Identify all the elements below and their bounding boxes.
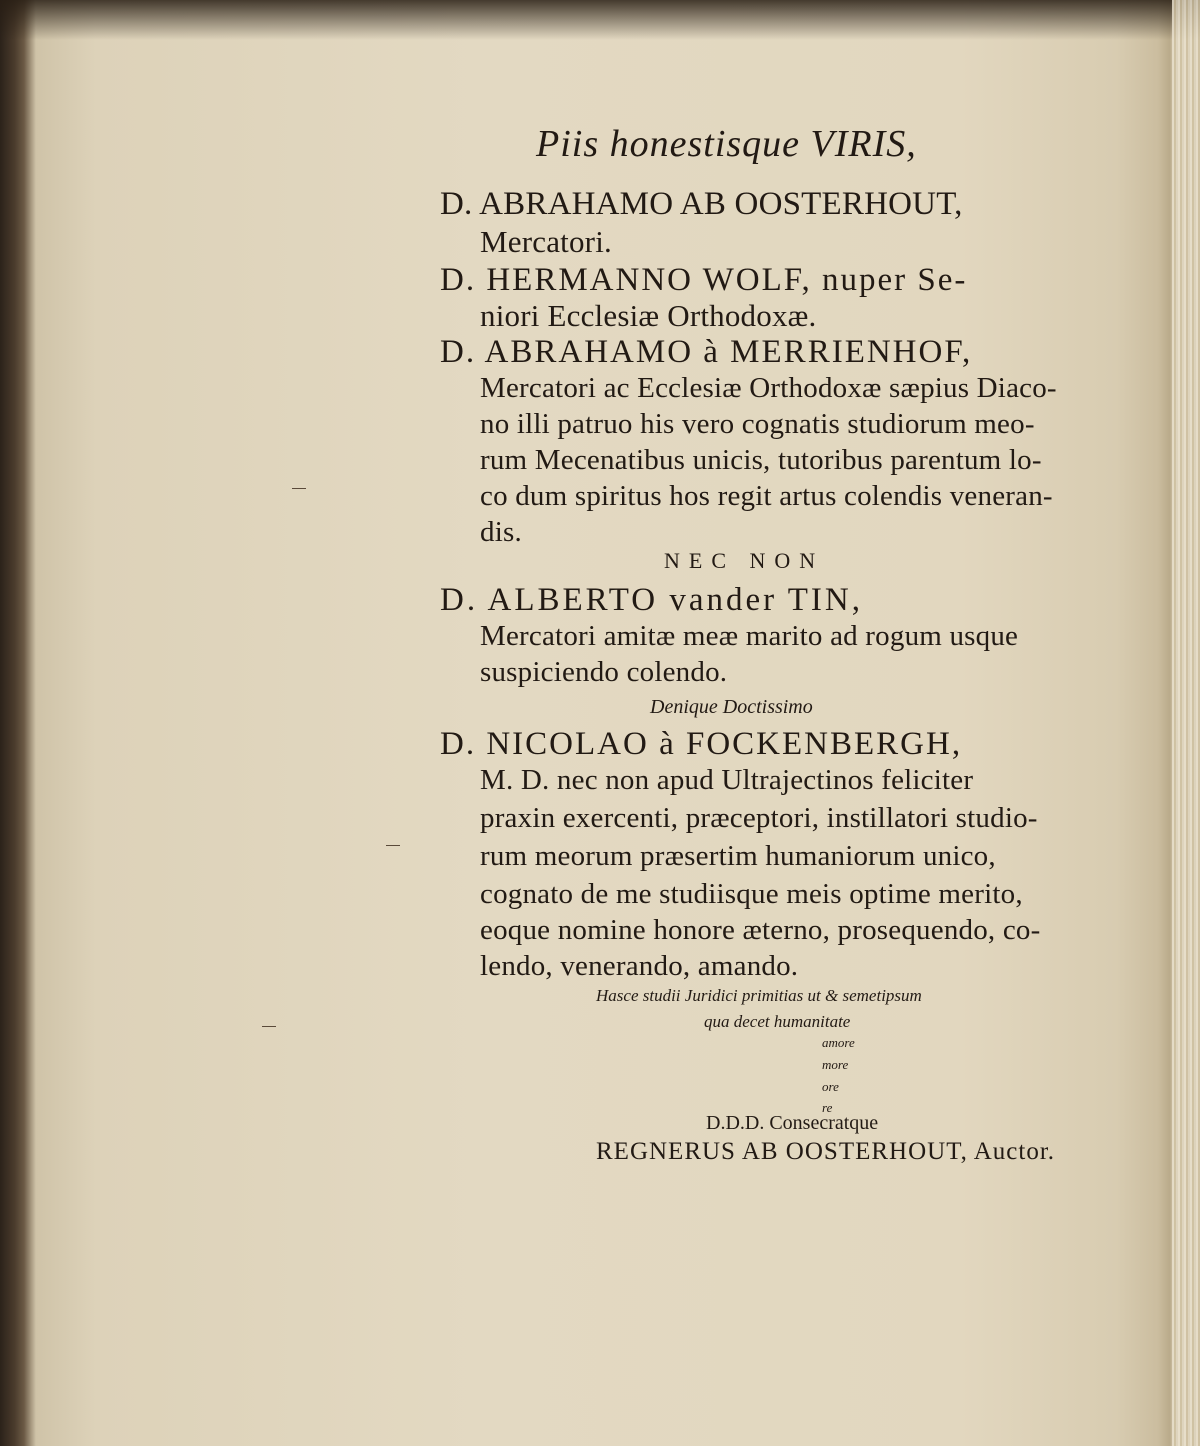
margin-mark-1 [292,488,306,489]
entry-3-line-3: no illi patruo his vero cognatis studiorum meo- [480,408,1035,440]
entry-5-line-4: rum meorum præsertim humaniorum unico, [480,840,996,872]
entry-5-line-3: praxin exercenti, præceptori, instillatori studio- [480,802,1038,834]
dedication-line-1: Hasce studii Juridici primitias ut & semetipsum [596,986,922,1005]
page-heading: Piis honestisque VIRIS, [536,123,917,165]
entry-5-line-1: D. NICOLAO à FOCKENBERGH, [440,726,963,762]
entry-1-line-2: Mercatori. [480,224,612,259]
entry-4-line-2: Mercatori amitæ meæ marito ad rogum usque [480,620,1019,652]
dedication-cascade-3: ore [822,1079,839,1094]
margin-mark-3 [262,1026,276,1027]
entry-4-line-1: D. ALBERTO vander TIN, [440,582,864,618]
entry-1-line-1: D. ABRAHAMO AB OOSTERHOUT, [440,186,963,222]
entry-5-line-7: lendo, venerando, amando. [480,950,799,982]
entry-5-line-5: cognato de me studiisque meis optime merito, [480,878,1023,910]
entry-5-line-2: M. D. nec non apud Ultrajectinos feliciter [480,764,974,796]
ddd-consecratque: D.D.D. Consecratque [706,1112,879,1134]
entry-3-line-2: Mercatori ac Ecclesiæ Orthodoxæ sæpius Diaco- [480,372,1057,404]
nec-non-label: NEC NON [664,548,825,573]
denique-label: Denique Doctissimo [650,696,813,718]
dedication-cascade-2: more [822,1057,849,1072]
entry-5-line-6: eoque nomine honore æterno, prosequendo, co- [480,914,1041,946]
dedication-line-2: qua decet humanitate [704,1012,851,1031]
entry-3-line-5: co dum spiritus hos regit artus colendis veneran- [480,480,1053,512]
entry-3-line-6: dis. [480,516,522,548]
entry-3-line-1: D. ABRAHAMO à MERRIENHOF, [440,334,973,370]
entry-3-line-4: rum Mecenatibus unicis, tutoribus parentum lo- [480,444,1042,476]
entry-2-line-1: D. HERMANNO WOLF, nuper Se- [440,262,968,298]
margin-mark-2 [386,845,400,846]
author-signature: REGNERUS AB OOSTERHOUT, Auctor. [596,1138,1056,1165]
entry-4-line-3: suspiciendo colendo. [480,656,728,688]
dedication-cascade-4: re [822,1100,833,1115]
entry-2-line-2: niori Ecclesiæ Orthodoxæ. [480,298,817,333]
dedication-cascade-1: amore [822,1035,855,1050]
